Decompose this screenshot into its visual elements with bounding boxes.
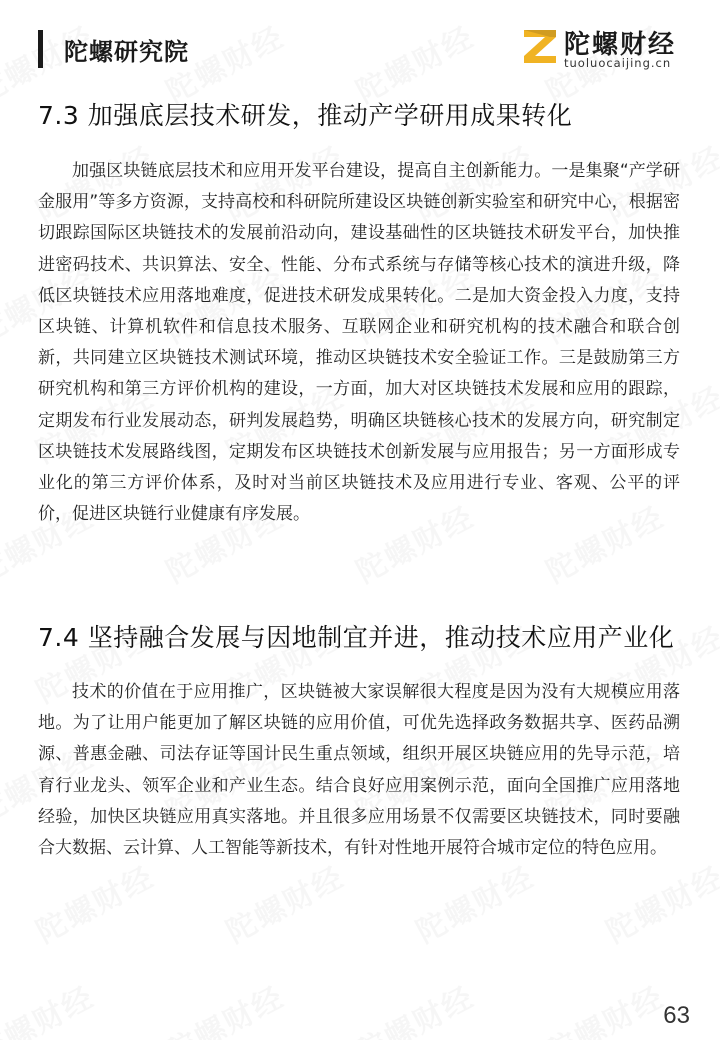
- watermark-text: [537, 973, 671, 1040]
- watermark-text: [347, 973, 481, 1040]
- logo-domain: tuoluocaijing.cn: [564, 56, 672, 70]
- section-heading-7-4: 7.4 坚持融合发展与因地制宜并进，推动技术应用产业化: [38, 623, 675, 652]
- page-number: 63: [663, 1002, 690, 1029]
- watermark-text: [407, 853, 541, 952]
- watermark-text: [0, 973, 101, 1040]
- section-heading-7-3: 7.3 加强底层技术研发，推动产学研用成果转化: [38, 101, 573, 130]
- brand-logo: [520, 24, 690, 76]
- header-accent-bar: [38, 30, 43, 68]
- section-paragraph-7-3: 加强区块链底层技术和应用开发平台建设，提高自主创新能力。一是集聚“产学研金服用”等多方资源，支持高校和科研院所建设区块链创新实验室和研究中心，根据密切跟踪国际区块链技术的发展前沿动向，建设基础性的区块链技术研发平台，加快推进密码技术、共识算法、安全、性能、分布式系统与存储等核心技术的演进升级，降低区块链技术应用落地难度，促进技术研发成果转化。二是加大资金投入力度，支持区块链、计算机软件和信息技术服务、互联网企业和研究机构的技术融合和联合创新，共同建立区块链技术测试环境，推动区块链技术安全验证工作。三是鼓励第三方研究机构和第三方评价机构的建设，一方面，加大对区块链技术发展和应用的跟踪，定期发布行业发展动态，研判发展趋势，明确区块链核心技术的发展方向，研究制定区块链技术发展路线图，定期发布区块链技术创新发展与应用报告；另一方面形成专业化的第三方评价体系，及时对当前区块链技术及应用进行专业、客观、公平的评价，促进区块链行业健康有序发展。: [38, 161, 680, 525]
- header-title: 陀螺研究院: [64, 38, 189, 66]
- section-paragraph-7-4: 技术的价值在于应用推广，区块链被大家误解很大程度是因为没有大规模应用落地。为了让用户能更加了解区块链的应用价值，可优先选择政务数据共享、医药品溯源、普惠金融、司法存证等国计民生重点领域，组织开展区块链应用的先导示范，培育行业龙头、领军企业和产业生态。结合良好应用案例示范，面向全国推广应用落地经验，加快区块链应用真实落地。并且很多应用场景不仅需要区块链技术，同时要融合大数据、云计算、人工智能等新技术，有针对性地开展符合城市定位的特色应用。: [38, 682, 680, 859]
- watermark-text: [597, 853, 720, 952]
- watermark-text: [27, 853, 161, 952]
- watermark-text: [157, 973, 291, 1040]
- logo-z-icon: [520, 26, 560, 66]
- logo-name: 陀螺财经: [564, 30, 677, 60]
- watermark-text: [217, 853, 351, 952]
